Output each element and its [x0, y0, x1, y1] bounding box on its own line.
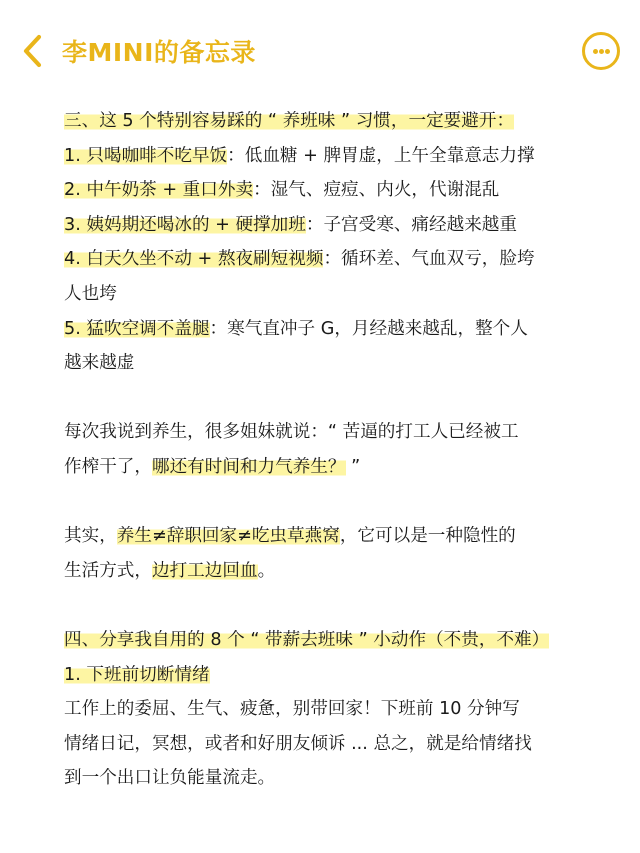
- text-line: [64, 277, 620, 312]
- highlighted-text: 哪还有时间和力气养生？: [151, 456, 346, 477]
- highlighted-text: 5. 猛吹空调不盖腿: [64, 318, 210, 339]
- plain-text: 。: [257, 560, 276, 581]
- text-line: [64, 554, 620, 589]
- text-line: [64, 312, 620, 347]
- plain-text: 其实，: [64, 526, 117, 547]
- text-line: [64, 450, 620, 485]
- plain-text: 越来越虚: [64, 353, 135, 374]
- highlighted-text: 1. 下班前切断情绪: [64, 664, 210, 685]
- plain-text: ：循环差、气血双亏，脸垮: [323, 249, 535, 270]
- highlighted-text: 边打工边回血: [151, 560, 258, 581]
- chevron-left-icon[interactable]: [20, 34, 46, 68]
- text-line: [64, 104, 620, 139]
- plain-text: 作榨干了，: [64, 456, 152, 477]
- plain-text: 到一个出口让负能量流走。: [64, 768, 276, 789]
- plain-text: 情绪日记，冥想，或者和好朋友倾诉 ... 总之，就是给情绪找: [64, 733, 532, 754]
- highlighted-text: 三、这 5 个特别容易踩的 “ 养班味 ” 习惯，一定要避开：: [64, 111, 515, 131]
- more-icon[interactable]: [582, 32, 620, 70]
- text-line: [64, 346, 620, 381]
- text-line: [64, 727, 620, 762]
- blank-line: [64, 381, 620, 416]
- note-body: [64, 104, 620, 796]
- plain-text: ：湿气、痘痘、内火，代谢混乱: [253, 180, 500, 201]
- highlighted-text: 1. 只喝咖啡不吃早饭: [64, 145, 228, 166]
- nav-bar: [0, 0, 640, 100]
- highlighted-text: 养生≠辞职回家≠吃虫草燕窝: [116, 526, 340, 547]
- plain-text: ”: [345, 456, 361, 477]
- highlighted-text: 四、分享我自用的 8 个 “ 带薪去班味 ” 小动作（不贵，不难）: [64, 629, 550, 650]
- plain-text: ：低血糖 + 脾胃虚，上午全靠意志力撑: [227, 145, 535, 166]
- text-line: [64, 242, 620, 277]
- plain-text: 每次我说到养生，很多姐妹就说：“ 苦逼的打工人已经被工: [64, 422, 519, 443]
- text-line: [64, 658, 620, 693]
- text-line: [64, 139, 620, 174]
- plain-text: ：子宫受寒、痛经越来越重: [305, 214, 517, 235]
- plain-text: 工作上的委屈、生气、疲惫，别带回家！下班前 10 分钟写: [64, 699, 520, 720]
- blank-line: [64, 588, 620, 623]
- plain-text: ，它可以是一种隐性的: [339, 526, 516, 547]
- page-title: 李MINI的备忘录: [62, 38, 256, 67]
- text-line: [64, 415, 620, 450]
- text-line: [64, 692, 620, 727]
- plain-text: ：寒气直冲子 G，月经越来越乱，整个人: [209, 318, 528, 339]
- highlighted-text: 4. 白天久坐不动 + 熬夜刷短视频: [64, 249, 324, 270]
- highlighted-text: 3. 姨妈期还喝冰的 + 硬撑加班: [64, 214, 306, 235]
- blank-line: [64, 485, 620, 520]
- plain-text: 生活方式，: [64, 560, 152, 581]
- text-line: [64, 519, 620, 554]
- plain-text: 人也垮: [64, 283, 117, 304]
- text-line: [64, 173, 620, 208]
- text-line: [64, 761, 620, 796]
- highlighted-text: 2. 中午奶茶 + 重口外卖: [64, 180, 254, 201]
- text-line: [64, 623, 620, 658]
- text-line: [64, 208, 620, 243]
